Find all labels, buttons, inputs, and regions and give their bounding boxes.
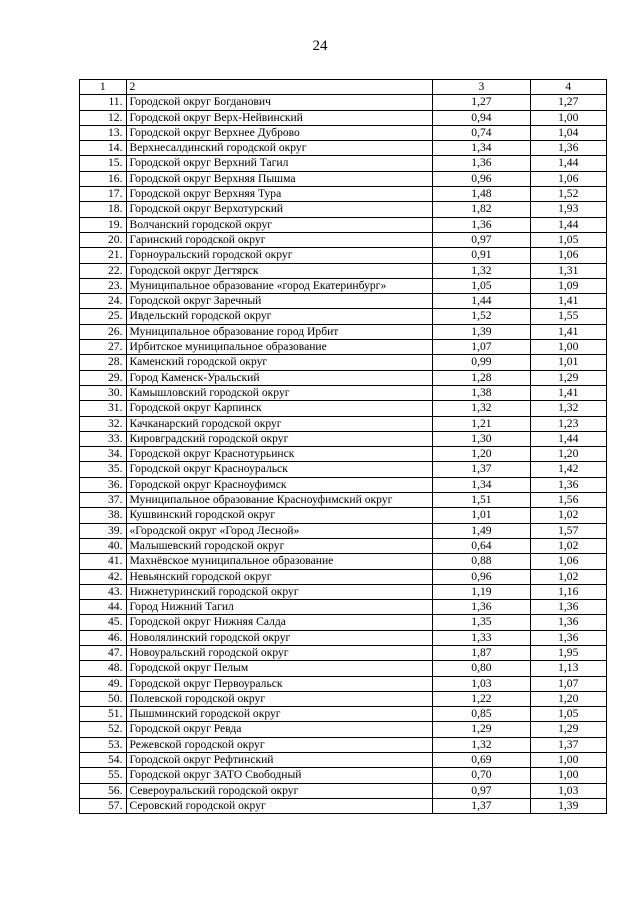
value-column-4-cell: 1,00 bbox=[530, 110, 606, 125]
column-header-1: 1 bbox=[80, 80, 127, 95]
value-column-4-cell: 1,06 bbox=[530, 171, 606, 186]
table-row bbox=[80, 538, 607, 553]
municipality-name-cell: Городской округ Карпинск bbox=[126, 401, 433, 416]
value-column-4-cell: 1,06 bbox=[530, 554, 606, 569]
value-column-3-cell: 0,85 bbox=[433, 707, 530, 722]
value-column-3-cell: 1,05 bbox=[433, 278, 530, 293]
table-row bbox=[80, 232, 607, 247]
value-column-3-cell: 1,38 bbox=[433, 385, 530, 400]
table-row bbox=[80, 661, 607, 676]
value-column-4-cell: 1,01 bbox=[530, 355, 606, 370]
value-column-3-cell: 1,36 bbox=[433, 217, 530, 232]
table-row bbox=[80, 615, 607, 630]
value-column-4-cell: 1,55 bbox=[530, 309, 606, 324]
table-row bbox=[80, 217, 607, 232]
table-row bbox=[80, 584, 607, 599]
municipality-name-cell: Гаринский городской округ bbox=[126, 232, 433, 247]
row-number-cell: 32. bbox=[80, 416, 127, 431]
value-column-4-cell: 1,23 bbox=[530, 416, 606, 431]
value-column-3-cell: 0,74 bbox=[433, 125, 530, 140]
row-number-cell: 48. bbox=[80, 661, 127, 676]
column-header-3: 3 bbox=[433, 80, 530, 95]
table-row bbox=[80, 340, 607, 355]
municipality-name-cell: Городской округ Дегтярск bbox=[126, 263, 433, 278]
value-column-3-cell: 0,97 bbox=[433, 232, 530, 247]
municipality-name-cell: Серовский городской округ bbox=[126, 798, 433, 813]
row-number-cell: 20. bbox=[80, 232, 127, 247]
value-column-3-cell: 0,70 bbox=[433, 768, 530, 783]
municipality-name-cell: Ивдельский городской округ bbox=[126, 309, 433, 324]
value-column-3-cell: 0,96 bbox=[433, 171, 530, 186]
value-column-4-cell: 1,07 bbox=[530, 676, 606, 691]
value-column-3-cell: 1,07 bbox=[433, 340, 530, 355]
value-column-4-cell: 1,02 bbox=[530, 538, 606, 553]
municipality-name-cell: Городской округ Верхнее Дуброво bbox=[126, 125, 433, 140]
value-column-3-cell: 1,37 bbox=[433, 462, 530, 477]
row-number-cell: 23. bbox=[80, 278, 127, 293]
value-column-4-cell: 1,52 bbox=[530, 187, 606, 202]
value-column-3-cell: 0,64 bbox=[433, 538, 530, 553]
municipality-name-cell: Городской округ Верхняя Тура bbox=[126, 187, 433, 202]
value-column-4-cell: 1,06 bbox=[530, 248, 606, 263]
row-number-cell: 28. bbox=[80, 355, 127, 370]
row-number-cell: 52. bbox=[80, 722, 127, 737]
value-column-3-cell: 0,80 bbox=[433, 661, 530, 676]
value-column-4-cell: 1,04 bbox=[530, 125, 606, 140]
table-row bbox=[80, 202, 607, 217]
value-column-4-cell: 1,44 bbox=[530, 217, 606, 232]
municipality-name-cell: Качканарский городской округ bbox=[126, 416, 433, 431]
table-row bbox=[80, 141, 607, 156]
value-column-4-cell: 1,36 bbox=[530, 600, 606, 615]
municipality-name-cell: Волчанский городской округ bbox=[126, 217, 433, 232]
row-number-cell: 27. bbox=[80, 340, 127, 355]
municipality-name-cell: Городской округ Пелым bbox=[126, 661, 433, 676]
row-number-cell: 33. bbox=[80, 431, 127, 446]
row-number-cell: 46. bbox=[80, 630, 127, 645]
municipality-name-cell: Городской округ Верхняя Пышма bbox=[126, 171, 433, 186]
value-column-4-cell: 1,05 bbox=[530, 707, 606, 722]
value-column-3-cell: 0,88 bbox=[433, 554, 530, 569]
value-column-4-cell: 1,03 bbox=[530, 783, 606, 798]
municipality-name-cell: Каменский городской округ bbox=[126, 355, 433, 370]
table-row bbox=[80, 477, 607, 492]
table-row bbox=[80, 355, 607, 370]
municipality-name-cell: Малышевский городской округ bbox=[126, 538, 433, 553]
table-row bbox=[80, 722, 607, 737]
value-column-4-cell: 1,09 bbox=[530, 278, 606, 293]
row-number-cell: 18. bbox=[80, 202, 127, 217]
municipality-name-cell: Город Каменск-Уральский bbox=[126, 370, 433, 385]
row-number-cell: 21. bbox=[80, 248, 127, 263]
row-number-cell: 16. bbox=[80, 171, 127, 186]
value-column-4-cell: 1,39 bbox=[530, 798, 606, 813]
municipality-name-cell: Кушвинский городской округ bbox=[126, 508, 433, 523]
municipality-name-cell: Полевской городской округ bbox=[126, 691, 433, 706]
row-number-cell: 35. bbox=[80, 462, 127, 477]
row-number-cell: 29. bbox=[80, 370, 127, 385]
table-row bbox=[80, 370, 607, 385]
table-row bbox=[80, 783, 607, 798]
value-column-3-cell: 1,39 bbox=[433, 324, 530, 339]
municipality-name-cell: Кировградский городской округ bbox=[126, 431, 433, 446]
page-number: 24 bbox=[312, 38, 328, 54]
row-number-cell: 34. bbox=[80, 447, 127, 462]
table-row bbox=[80, 462, 607, 477]
value-column-3-cell: 1,22 bbox=[433, 691, 530, 706]
municipality-name-cell: Городской округ Нижняя Салда bbox=[126, 615, 433, 630]
municipality-name-cell: Муниципальное образование «город Екатеринбург» bbox=[126, 278, 433, 293]
table-row bbox=[80, 95, 607, 110]
table-row bbox=[80, 447, 607, 462]
table-row bbox=[80, 401, 607, 416]
value-column-3-cell: 0,99 bbox=[433, 355, 530, 370]
value-column-3-cell: 0,97 bbox=[433, 783, 530, 798]
value-column-3-cell: 1,01 bbox=[433, 508, 530, 523]
value-column-3-cell: 1,21 bbox=[433, 416, 530, 431]
value-column-3-cell: 1,34 bbox=[433, 141, 530, 156]
table-row bbox=[80, 493, 607, 508]
value-column-3-cell: 1,36 bbox=[433, 600, 530, 615]
table-row bbox=[80, 508, 607, 523]
value-column-3-cell: 1,19 bbox=[433, 584, 530, 599]
row-number-cell: 41. bbox=[80, 554, 127, 569]
municipality-name-cell: Камышловский городской округ bbox=[126, 385, 433, 400]
value-column-3-cell: 1,52 bbox=[433, 309, 530, 324]
value-column-3-cell: 0,91 bbox=[433, 248, 530, 263]
table-row bbox=[80, 737, 607, 752]
municipality-name-cell: Новоуральский городской округ bbox=[126, 645, 433, 660]
value-column-3-cell: 1,03 bbox=[433, 676, 530, 691]
row-number-cell: 55. bbox=[80, 768, 127, 783]
value-column-4-cell: 1,44 bbox=[530, 431, 606, 446]
municipality-name-cell: Городской округ Верхний Тагил bbox=[126, 156, 433, 171]
value-column-4-cell: 1,00 bbox=[530, 753, 606, 768]
row-number-cell: 38. bbox=[80, 508, 127, 523]
row-number-cell: 43. bbox=[80, 584, 127, 599]
value-column-4-cell: 1,44 bbox=[530, 156, 606, 171]
column-header-4: 4 bbox=[530, 80, 606, 95]
table-row bbox=[80, 309, 607, 324]
row-number-cell: 54. bbox=[80, 753, 127, 768]
table-row bbox=[80, 768, 607, 783]
row-number-cell: 40. bbox=[80, 538, 127, 553]
value-column-4-cell: 1,00 bbox=[530, 340, 606, 355]
value-column-3-cell: 1,29 bbox=[433, 722, 530, 737]
value-column-4-cell: 1,56 bbox=[530, 493, 606, 508]
value-column-4-cell: 1,41 bbox=[530, 324, 606, 339]
table-row bbox=[80, 416, 607, 431]
table-row bbox=[80, 125, 607, 140]
row-number-cell: 53. bbox=[80, 737, 127, 752]
row-number-cell: 13. bbox=[80, 125, 127, 140]
value-column-4-cell: 1,32 bbox=[530, 401, 606, 416]
table-row bbox=[80, 431, 607, 446]
table-row bbox=[80, 110, 607, 125]
value-column-4-cell: 1,13 bbox=[530, 661, 606, 676]
table-row bbox=[80, 569, 607, 584]
municipality-name-cell: Городской округ Богданович bbox=[126, 95, 433, 110]
value-column-3-cell: 1,35 bbox=[433, 615, 530, 630]
value-column-4-cell: 1,02 bbox=[530, 508, 606, 523]
table-header-row bbox=[80, 80, 607, 95]
value-column-4-cell: 1,57 bbox=[530, 523, 606, 538]
value-column-4-cell: 1,16 bbox=[530, 584, 606, 599]
value-column-4-cell: 1,29 bbox=[530, 370, 606, 385]
table-row bbox=[80, 753, 607, 768]
value-column-4-cell: 1,05 bbox=[530, 232, 606, 247]
municipality-name-cell: Городской округ Первоуральск bbox=[126, 676, 433, 691]
table-row bbox=[80, 294, 607, 309]
row-number-cell: 56. bbox=[80, 783, 127, 798]
value-column-3-cell: 1,32 bbox=[433, 737, 530, 752]
value-column-3-cell: 1,34 bbox=[433, 477, 530, 492]
table-row bbox=[80, 324, 607, 339]
table-row bbox=[80, 156, 607, 171]
row-number-cell: 49. bbox=[80, 676, 127, 691]
row-number-cell: 25. bbox=[80, 309, 127, 324]
municipality-name-cell: Городской округ Ревда bbox=[126, 722, 433, 737]
table-row bbox=[80, 385, 607, 400]
value-column-3-cell: 1,48 bbox=[433, 187, 530, 202]
row-number-cell: 51. bbox=[80, 707, 127, 722]
municipality-name-cell: Городской округ Рефтинский bbox=[126, 753, 433, 768]
table-row bbox=[80, 554, 607, 569]
municipality-name-cell: Режевской городской округ bbox=[126, 737, 433, 752]
municipality-name-cell: Пышминский городской округ bbox=[126, 707, 433, 722]
value-column-4-cell: 1,36 bbox=[530, 630, 606, 645]
value-column-4-cell: 1,29 bbox=[530, 722, 606, 737]
municipality-name-cell: Городской округ Верх-Нейвинский bbox=[126, 110, 433, 125]
value-column-4-cell: 1,02 bbox=[530, 569, 606, 584]
table-row bbox=[80, 171, 607, 186]
row-number-cell: 57. bbox=[80, 798, 127, 813]
municipality-name-cell: Нижнетуринский городской округ bbox=[126, 584, 433, 599]
row-number-cell: 44. bbox=[80, 600, 127, 615]
row-number-cell: 31. bbox=[80, 401, 127, 416]
row-number-cell: 15. bbox=[80, 156, 127, 171]
municipality-name-cell: Муниципальное образование город Ирбит bbox=[126, 324, 433, 339]
row-number-cell: 30. bbox=[80, 385, 127, 400]
municipality-name-cell: Городской округ Заречный bbox=[126, 294, 433, 309]
table-row bbox=[80, 278, 607, 293]
value-column-3-cell: 0,94 bbox=[433, 110, 530, 125]
value-column-3-cell: 1,32 bbox=[433, 263, 530, 278]
value-column-4-cell: 1,41 bbox=[530, 385, 606, 400]
value-column-4-cell: 1,95 bbox=[530, 645, 606, 660]
row-number-cell: 47. bbox=[80, 645, 127, 660]
municipality-name-cell: «Городской округ «Город Лесной» bbox=[126, 523, 433, 538]
value-column-4-cell: 1,20 bbox=[530, 691, 606, 706]
value-column-4-cell: 1,31 bbox=[530, 263, 606, 278]
value-column-3-cell: 1,28 bbox=[433, 370, 530, 385]
value-column-4-cell: 1,36 bbox=[530, 477, 606, 492]
table-row bbox=[80, 707, 607, 722]
table-body bbox=[80, 95, 607, 814]
table-row bbox=[80, 676, 607, 691]
row-number-cell: 50. bbox=[80, 691, 127, 706]
value-column-3-cell: 1,51 bbox=[433, 493, 530, 508]
value-column-4-cell: 1,37 bbox=[530, 737, 606, 752]
row-number-cell: 45. bbox=[80, 615, 127, 630]
value-column-3-cell: 1,27 bbox=[433, 95, 530, 110]
row-number-cell: 17. bbox=[80, 187, 127, 202]
value-column-4-cell: 1,36 bbox=[530, 141, 606, 156]
municipality-name-cell: Верхнесалдинский городской округ bbox=[126, 141, 433, 156]
value-column-4-cell: 1,93 bbox=[530, 202, 606, 217]
municipality-name-cell: Городской округ Краснотурьинск bbox=[126, 447, 433, 462]
value-column-3-cell: 0,69 bbox=[433, 753, 530, 768]
municipality-name-cell: Североуральский городской округ bbox=[126, 783, 433, 798]
row-number-cell: 24. bbox=[80, 294, 127, 309]
value-column-3-cell: 1,33 bbox=[433, 630, 530, 645]
value-column-3-cell: 1,44 bbox=[433, 294, 530, 309]
value-column-3-cell: 1,49 bbox=[433, 523, 530, 538]
column-header-2: 2 bbox=[126, 80, 433, 95]
municipality-name-cell: Городской округ Верхотурский bbox=[126, 202, 433, 217]
table-row bbox=[80, 523, 607, 538]
row-number-cell: 11. bbox=[80, 95, 127, 110]
row-number-cell: 14. bbox=[80, 141, 127, 156]
value-column-3-cell: 1,30 bbox=[433, 431, 530, 446]
value-column-4-cell: 1,20 bbox=[530, 447, 606, 462]
value-column-4-cell: 1,00 bbox=[530, 768, 606, 783]
row-number-cell: 36. bbox=[80, 477, 127, 492]
municipality-name-cell: Горноуральский городской округ bbox=[126, 248, 433, 263]
value-column-3-cell: 1,36 bbox=[433, 156, 530, 171]
municipality-name-cell: Город Нижний Тагил bbox=[126, 600, 433, 615]
coefficients-table bbox=[79, 79, 607, 814]
table-row bbox=[80, 248, 607, 263]
value-column-4-cell: 1,36 bbox=[530, 615, 606, 630]
table-row bbox=[80, 798, 607, 813]
municipality-name-cell: Ирбитское муниципальное образование bbox=[126, 340, 433, 355]
municipality-name-cell: Махнёвское муниципальное образование bbox=[126, 554, 433, 569]
value-column-4-cell: 1,41 bbox=[530, 294, 606, 309]
value-column-4-cell: 1,42 bbox=[530, 462, 606, 477]
value-column-3-cell: 1,87 bbox=[433, 645, 530, 660]
value-column-3-cell: 1,82 bbox=[433, 202, 530, 217]
row-number-cell: 37. bbox=[80, 493, 127, 508]
value-column-4-cell: 1,27 bbox=[530, 95, 606, 110]
row-number-cell: 26. bbox=[80, 324, 127, 339]
table-row bbox=[80, 645, 607, 660]
value-column-3-cell: 1,20 bbox=[433, 447, 530, 462]
row-number-cell: 39. bbox=[80, 523, 127, 538]
value-column-3-cell: 0,96 bbox=[433, 569, 530, 584]
municipality-name-cell: Городской округ Красноуфимск bbox=[126, 477, 433, 492]
row-number-cell: 12. bbox=[80, 110, 127, 125]
table-row bbox=[80, 691, 607, 706]
row-number-cell: 19. bbox=[80, 217, 127, 232]
municipality-name-cell: Новолялинский городской округ bbox=[126, 630, 433, 645]
municipality-name-cell: Муниципальное образование Красноуфимский округ bbox=[126, 493, 433, 508]
municipality-name-cell: Городской округ ЗАТО Свободный bbox=[126, 768, 433, 783]
table-row bbox=[80, 630, 607, 645]
table-row bbox=[80, 187, 607, 202]
table-row bbox=[80, 600, 607, 615]
row-number-cell: 42. bbox=[80, 569, 127, 584]
municipality-name-cell: Городской округ Красноуральск bbox=[126, 462, 433, 477]
value-column-3-cell: 1,37 bbox=[433, 798, 530, 813]
municipality-name-cell: Невьянский городской округ bbox=[126, 569, 433, 584]
table-row bbox=[80, 263, 607, 278]
value-column-3-cell: 1,32 bbox=[433, 401, 530, 416]
row-number-cell: 22. bbox=[80, 263, 127, 278]
